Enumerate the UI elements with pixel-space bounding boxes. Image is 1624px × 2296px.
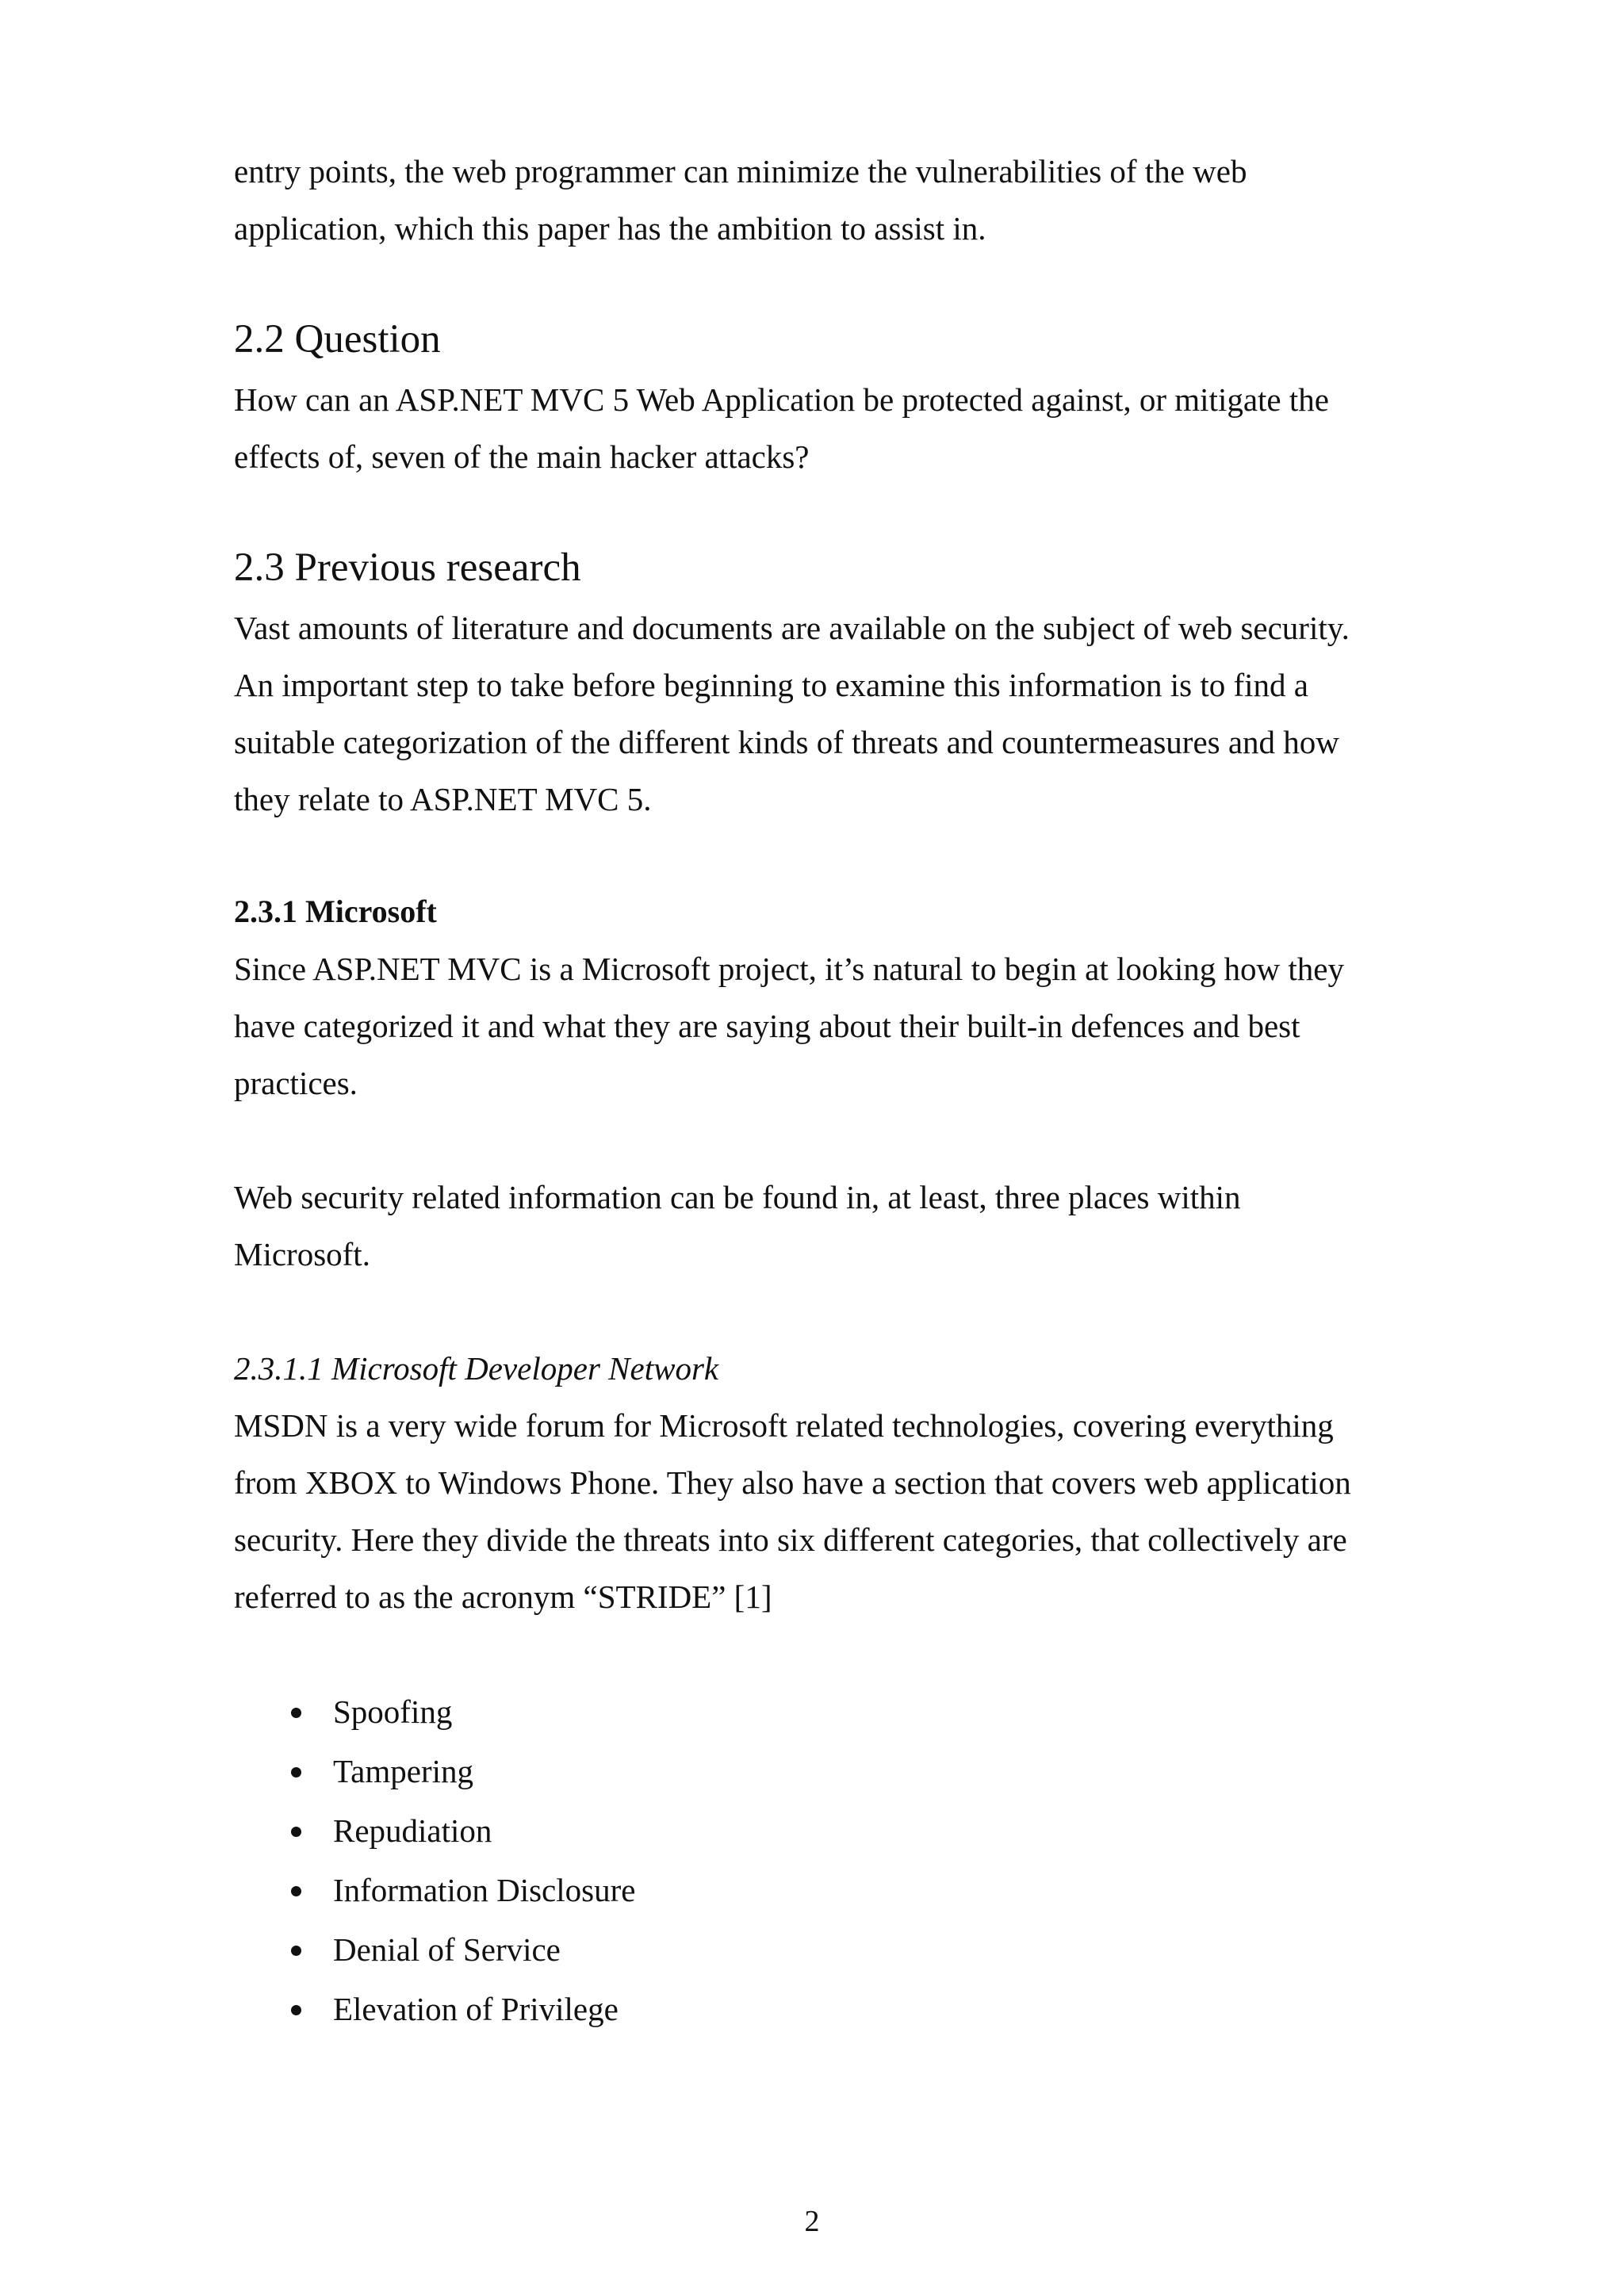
text-line: Web security related information can be found in, at least, three places within [234, 1179, 1241, 1215]
text-line: effects of, seven of the main hacker attacks? [234, 438, 810, 475]
bullet-icon [291, 1946, 301, 1956]
list-item-text: Spoofing [333, 1693, 453, 1730]
section-heading-previous-research: 2.3 Previous research [234, 545, 581, 590]
page-content [234, 143, 1392, 2039]
page-number: 2 [804, 2205, 820, 2238]
text-line: application, which this paper has the ambition to assist in. [234, 210, 986, 247]
previous-research-paragraph [234, 599, 1392, 828]
text-line: suitable categorization of the different kinds of threats and countermeasures and how [234, 724, 1339, 760]
text-line: they relate to ASP.NET MVC 5. [234, 781, 652, 817]
list-item [234, 1801, 1392, 1861]
text-line: from XBOX to Windows Phone. They also have a section that covers web application [234, 1464, 1351, 1501]
subsubsection-heading-msdn: 2.3.1.1 Microsoft Developer Network [234, 1350, 719, 1387]
bullet-icon [291, 1708, 301, 1718]
list-item-text: Denial of Service [333, 1931, 561, 1968]
list-item [234, 1861, 1392, 1920]
text-line: have categorized it and what they are saying about their built-in defences and best [234, 1008, 1300, 1044]
text-line: Microsoft. [234, 1236, 370, 1272]
bullet-icon [291, 1827, 301, 1837]
msdn-paragraph [234, 1397, 1392, 1625]
microsoft-paragraph-1 [234, 940, 1392, 1112]
list-item-text: Information Disclosure [333, 1872, 636, 1908]
list-item [234, 1980, 1392, 2039]
text-line: MSDN is a very wide forum for Microsoft related technologies, covering everything [234, 1407, 1334, 1444]
stride-bullet-list [234, 1682, 1392, 2039]
text-line: security. Here they divide the threats into six different categories, that collectively are [234, 1521, 1347, 1558]
text-line: Vast amounts of literature and documents are available on the subject of web security. [234, 610, 1350, 646]
question-paragraph [234, 371, 1392, 485]
text-line: entry points, the web programmer can minimize the vulnerabilities of the web [234, 153, 1247, 189]
list-item-text: Elevation of Privilege [333, 1991, 619, 2027]
section-heading-question: 2.2 Question [234, 317, 441, 362]
list-item-text: Tampering [333, 1753, 474, 1789]
bullet-icon [291, 2005, 301, 2015]
text-line: How can an ASP.NET MVC 5 Web Application be protected against, or mitigate the [234, 381, 1329, 418]
bullet-icon [291, 1767, 301, 1777]
text-line: An important step to take before beginning to examine this information is to find a [234, 667, 1308, 703]
text-line: practices. [234, 1065, 358, 1101]
intro-paragraph [234, 143, 1392, 257]
list-item [234, 1920, 1392, 1980]
text-line: Since ASP.NET MVC is a Microsoft project, it’s natural to begin at looking how they [234, 951, 1344, 987]
list-item [234, 1682, 1392, 1742]
text-line: referred to as the acronym “STRIDE” [1] [234, 1578, 772, 1615]
list-item-text: Repudiation [333, 1812, 492, 1849]
subsection-heading-microsoft: 2.3.1 Microsoft [234, 894, 437, 929]
microsoft-paragraph-2 [234, 1169, 1392, 1283]
bullet-icon [291, 1886, 301, 1896]
list-item [234, 1742, 1392, 1801]
